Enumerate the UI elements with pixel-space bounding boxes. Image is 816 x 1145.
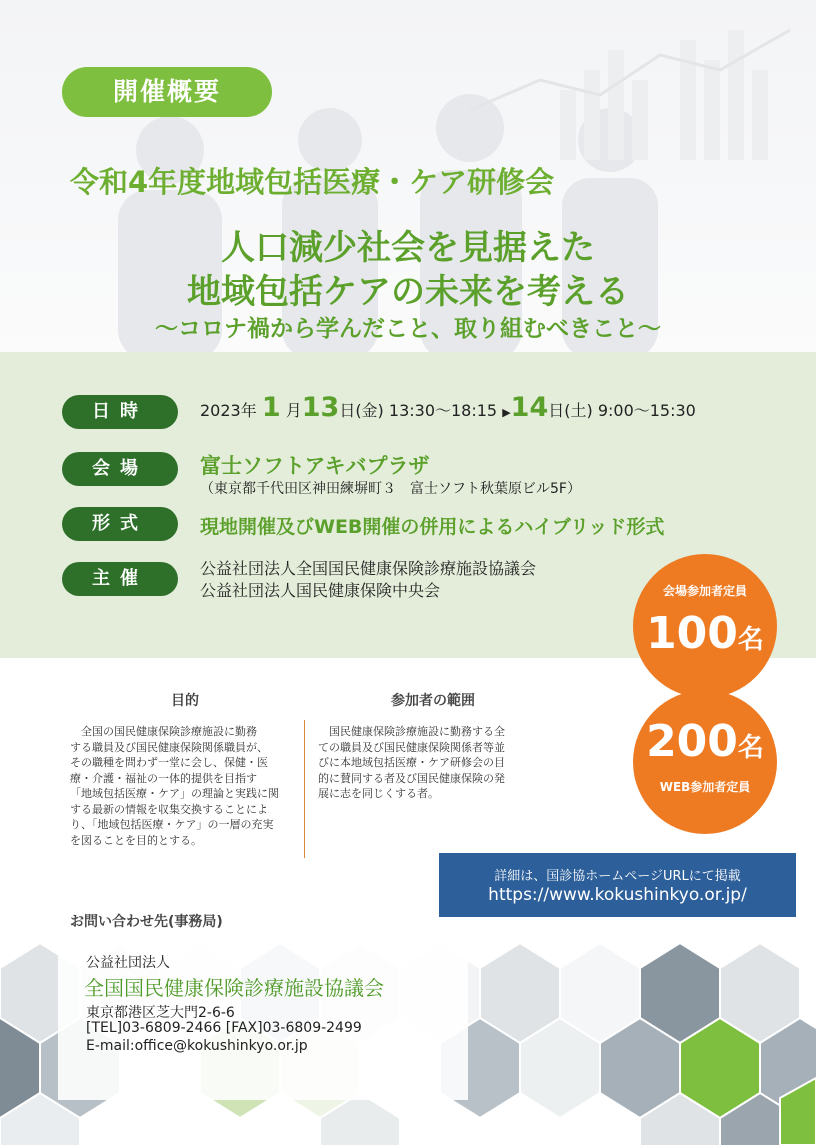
venue-capacity-number: 100 [646, 608, 738, 659]
website-note: 詳細は、国診協ホームページURLにて掲載 [494, 869, 741, 884]
scope-line: 展に志を同じくする者。 [318, 787, 439, 800]
date-row [200, 392, 696, 423]
purpose-line: を図ることを目的とする。 [70, 833, 202, 847]
scope-line: 国民健康保険診療施設に勤務する全 [318, 725, 505, 738]
web-capacity-caption: WEB参加者定員 [659, 780, 751, 794]
web-capacity-unit: 名 [737, 733, 764, 763]
venue-address: （東京都千代田区神田練塀町３ 富士ソフト秋葉原ビル5F） [200, 481, 581, 497]
contact-org-name: 全国国民健康保険診療施設協議会 [84, 976, 384, 1000]
contact-org-type: 公益社団法人 [86, 955, 170, 971]
contact-heading: お問い合わせ先(事務局) [70, 914, 223, 930]
headline-line-1: 人口減少社会を見据えた [221, 228, 595, 268]
purpose-line: する職員及び国民健康保険関係職員が、 [70, 740, 268, 754]
date-day-1: 13 [301, 392, 340, 423]
purpose-line: する最新の情報を収集交換することによ [70, 802, 268, 816]
web-capacity-badge [633, 690, 777, 834]
scope-heading: 参加者の範囲 [391, 693, 475, 709]
purpose-text [70, 724, 302, 848]
date-day-1-time: 日(金) 13:30～18:15 [339, 401, 498, 420]
web-capacity-value [633, 716, 777, 767]
venue-capacity-unit: 名 [737, 625, 764, 655]
venue-capacity-value [633, 608, 777, 659]
overview-tag: 開催概要 [62, 67, 272, 117]
venue-name: 富士ソフトアキバプラザ [200, 454, 430, 478]
format-text: 現地開催及びWEB開催の併用によるハイブリッド形式 [200, 516, 665, 538]
scope-text [318, 724, 548, 802]
scope-line: 的に賛同する者及び国民健康保険の発 [318, 771, 505, 785]
host-organization-2: 公益社団法人国民健康保険中央会 [200, 581, 441, 600]
headline-subtitle: ～コロナ禍から学んだこと、取り組むべきこと～ [155, 316, 661, 342]
purpose-heading: 目的 [171, 693, 199, 709]
purpose-line: 療・介護・福祉の一体的提供を目指す [70, 771, 257, 785]
website-info-box[interactable] [439, 853, 796, 917]
date-year: 2023年 [200, 401, 257, 420]
event-title: 令和4年度地域包括医療・ケア研修会 [70, 165, 555, 199]
contact-email[interactable]: E-mail:office@kokushinkyo.or.jp [86, 1038, 308, 1054]
venue-capacity-caption: 会場参加者定員 [662, 584, 747, 598]
website-url-link[interactable]: https://www.kokushinkyo.or.jp/ [488, 885, 747, 905]
web-capacity-number: 200 [646, 716, 738, 767]
purpose-line: 全国の国民健康保険診療施設に勤務 [70, 725, 257, 738]
host-label: 主催 [62, 562, 178, 596]
venue-capacity-badge [633, 554, 777, 698]
headline-line-2: 地域包括ケアの未来を考える [187, 272, 629, 312]
date-label: 日時 [62, 395, 178, 429]
format-label: 形式 [62, 507, 178, 541]
contact-phone-fax: [TEL]03-6809-2466 [FAX]03-6809-2499 [86, 1020, 362, 1036]
host-organization-1: 公益社団法人全国国民健康保険診療施設協議会 [200, 559, 537, 578]
scope-line: ての職員及び国民健康保険関係者等並 [318, 740, 505, 754]
column-divider [304, 720, 305, 858]
purpose-line: り、「地域包括医療・ケア」の一層の充実 [70, 818, 274, 831]
contact-card [58, 940, 468, 1100]
venue-label: 会場 [62, 452, 178, 486]
date-day-2-time: 日(土) 9:00～15:30 [548, 401, 696, 420]
scope-line: びに本地域包括医療・ケア研修会の目 [318, 756, 505, 769]
date-month-unit: 月 [285, 401, 302, 420]
date-day-2: 14 [510, 392, 549, 423]
purpose-line: その職種を問わず一堂に会し、保健・医 [70, 756, 268, 769]
contact-address: 東京都港区芝大門2-6-6 [86, 1005, 235, 1021]
arrow-icon: ▶ [502, 406, 511, 419]
date-month: 1 [261, 392, 281, 423]
purpose-line: 「地域包括医療・ケア」の理論と実践に関 [70, 787, 279, 800]
